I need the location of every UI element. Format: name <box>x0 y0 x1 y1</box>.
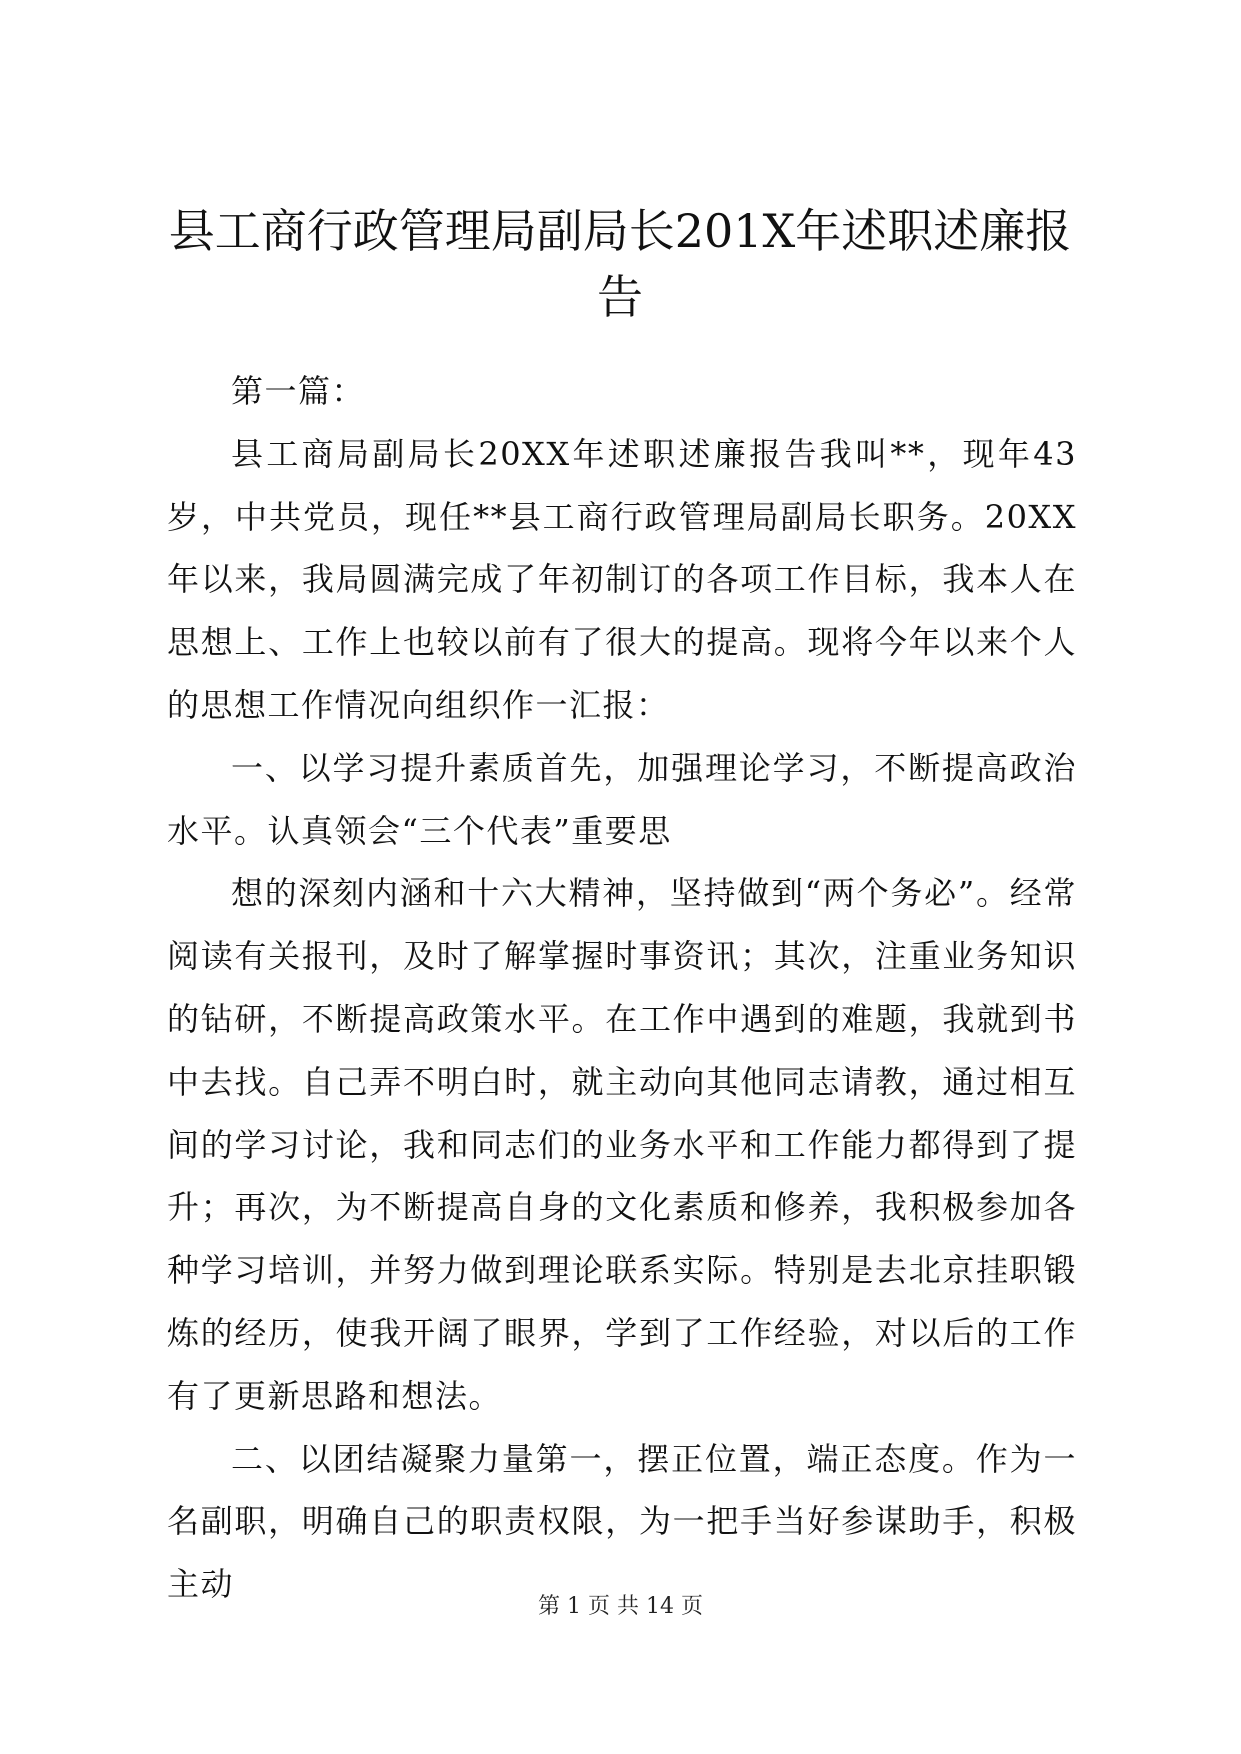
document-title: 县工商行政管理局副局长201X年述职述廉报告 <box>168 204 1072 324</box>
section-heading: 第一篇： <box>231 372 366 410</box>
paragraph-study: 一、以学习提升素质首先，加强理论学习，不断提高政治水平。认真领会“三个代表”重要思 <box>167 748 1077 850</box>
page-number-footer: 第 1 页 共 14 页 <box>538 1594 703 1619</box>
paragraph-intro: 县工商局副局长20XX年述职述廉报告我叫**，现年43岁，中共党员，现任**县工商行政管理局副局长职务。20XX年以来，我局圆满完成了年初制订的各项工作目标，我本人在思想上、工作上也较以前有了很大的提高。现将今年以来个人的思想工作情况向组织作一汇报： <box>167 434 1077 724</box>
paragraph-study-continued: 想的深刻内涵和十六大精神，坚持做到“两个务必”。经常阅读有关报刊，及时了解掌握时事资讯；其次，注重业务知识的钻研，不断提高政策水平。在工作中遇到的难题，我就到书中去找。自己弄不明白时，就主动向其他同志请教，通过相互间的学习讨论，我和同志们的业务水平和工作能力都得到了提升；再次，为不断提高自身的文化素质和修养，我积极参加各种学习培训，并努力做到理论联系实际。特别是去北京挂职锻炼的经历，使我开阔了眼界，学到了工作经验，对以后的工作有了更新思路和想法。 <box>167 874 1077 1415</box>
paragraph-unity: 二、以团结凝聚力量第一，摆正位置，端正态度。作为一名副职，明确自己的职责权限，为一把手当好参谋助手，积极主动 <box>167 1439 1077 1604</box>
document-body <box>167 360 1077 1616</box>
